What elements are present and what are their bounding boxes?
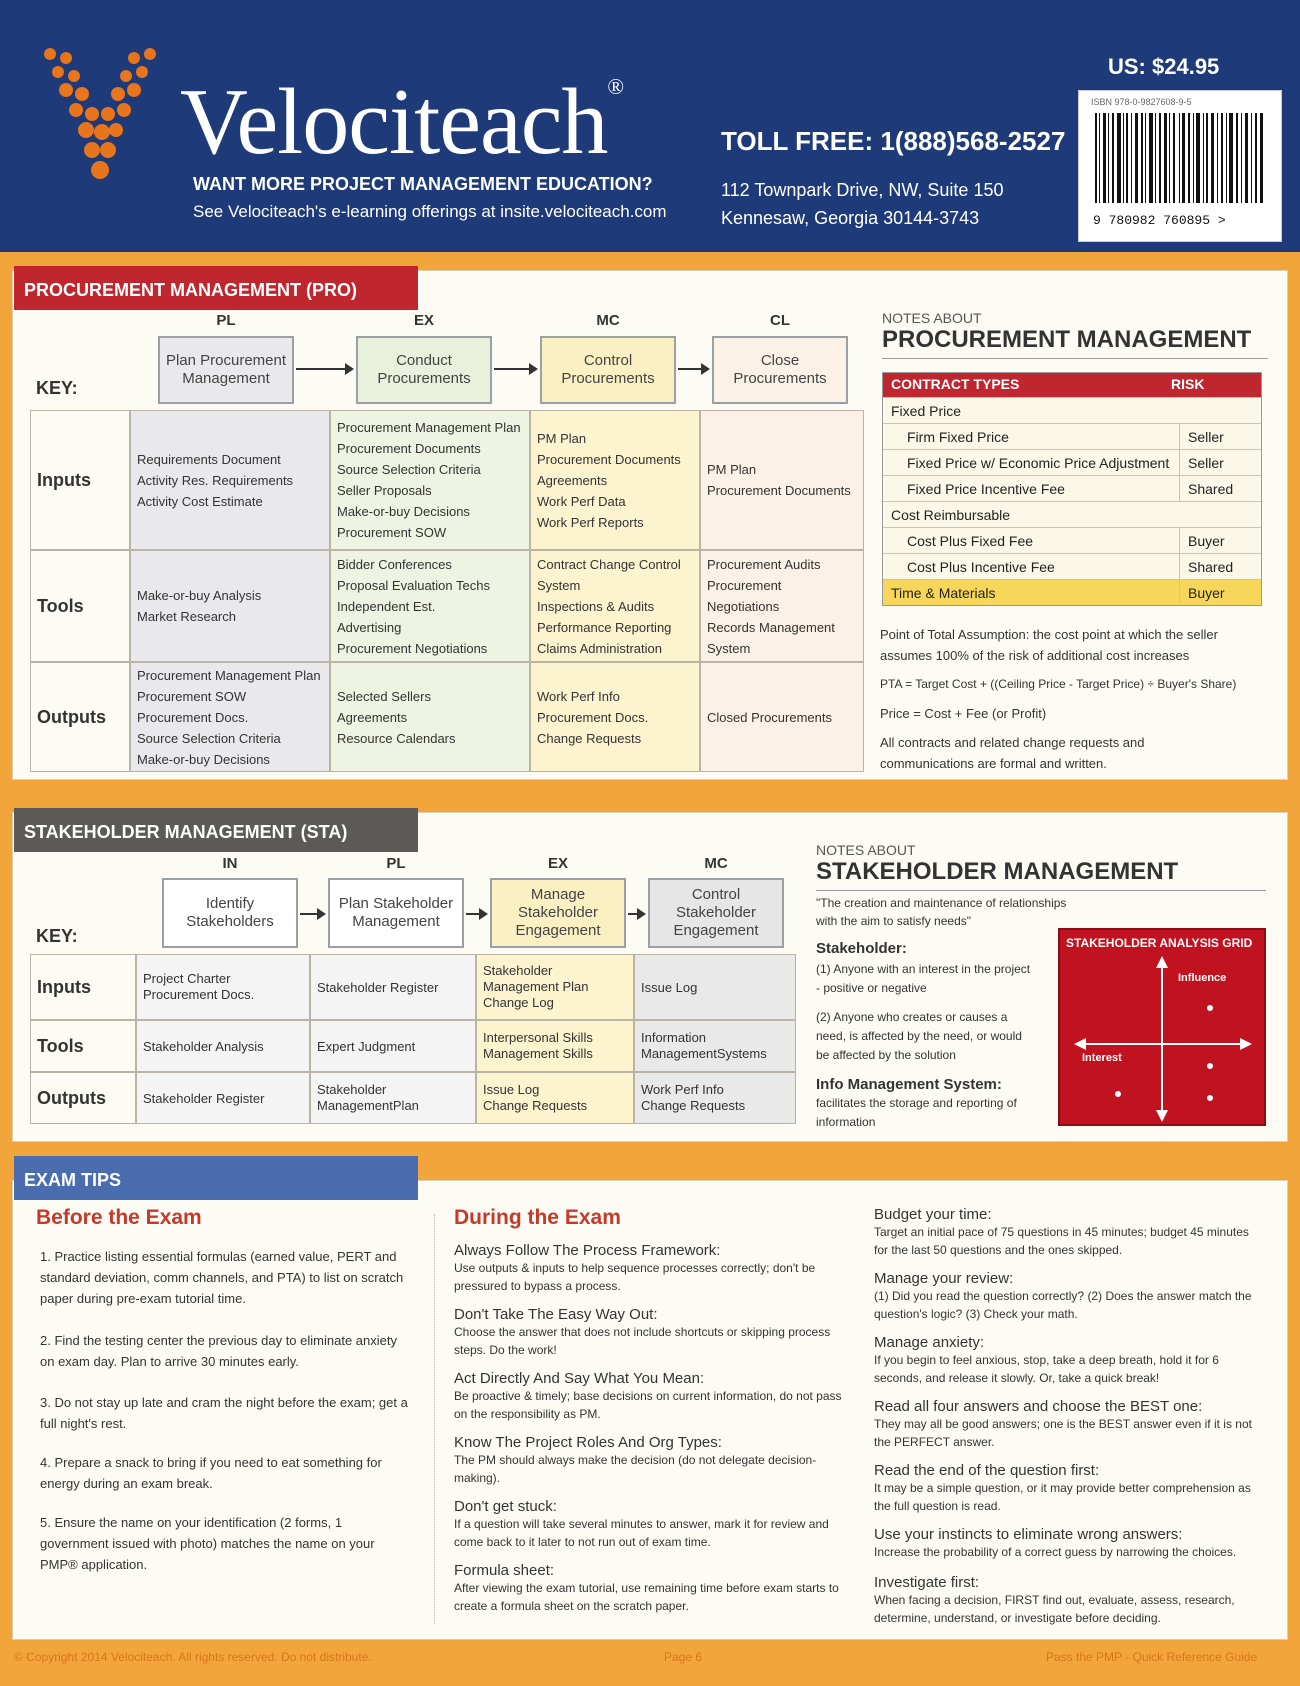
right-tip: Manage anxiety: If you begin to feel anxious, stop, take a deep breath, hold it for 6 seconds, and release it slowly. Or, take a quick break! bbox=[874, 1334, 1219, 1385]
pro-notes-title: PROCUREMENT MANAGEMENT bbox=[882, 326, 1268, 359]
pro-notes-formal: All contracts and related change requests and communications are formal and written. bbox=[880, 735, 1145, 771]
sta-cell: Interpersonal Skills Management Skills bbox=[476, 1020, 634, 1072]
address-line-2: Kennesaw, Georgia 30144-3743 bbox=[721, 208, 980, 228]
right-tip: Read the end of the question first: It may be a simple question, or it may provide better comprehension as the full question is read. bbox=[874, 1462, 1251, 1513]
pro-stage-code: CL bbox=[770, 312, 790, 329]
sta-stage-code: EX bbox=[547, 855, 568, 872]
before-tip: 1. Practice listing essential formulas (earned value, PERT and standard deviation, comm channels, and PTA) to list on scratch paper during pre-exam tutorial time. bbox=[40, 1249, 404, 1306]
pro-cell: Bidder Conferences Proposal Evaluation Techs Independent Est. Advertising Procurement Negotiations bbox=[330, 550, 530, 662]
stakeholder-key-label: KEY: bbox=[36, 926, 78, 946]
contract-row: Fixed Price w/ Economic Price Adjustment Seller bbox=[883, 449, 1261, 475]
control-procurements-box: Control Procurements bbox=[540, 336, 676, 404]
sta-row-outputs: Outputs bbox=[30, 1072, 136, 1124]
velociteach-logo-icon bbox=[40, 44, 160, 184]
flow-arrow-icon bbox=[678, 368, 708, 370]
pro-row-inputs: Inputs bbox=[30, 410, 130, 550]
right-tip: Investigate first: When facing a decision, FIRST find out, evaluate, assess, research, determine, understand, or investigate before deciding. bbox=[874, 1574, 1235, 1625]
plan-stakeholder-box: Plan Stakeholder Management bbox=[328, 878, 464, 948]
sta-cell: Project Charter Procurement Docs. bbox=[136, 954, 310, 1020]
footer-page: Page 6 bbox=[664, 1650, 703, 1664]
contract-row: Cost Plus Incentive Fee Shared bbox=[883, 553, 1261, 579]
pro-notes-price: Price = Cost + Fee (or Profit) bbox=[880, 706, 1047, 721]
sta-cell: Information ManagementSystems bbox=[634, 1020, 796, 1072]
before-tip: 2. Find the testing center the previous day to eliminate anxiety on exam day. Plan to arrive 30 minutes early. bbox=[40, 1333, 397, 1369]
pro-notes-pta: Point of Total Assumption: the cost point at which the seller assumes 100% of the risk of additional cost increases bbox=[880, 627, 1218, 663]
sta-cell: Stakeholder ManagementPlan bbox=[310, 1072, 476, 1124]
contract-types-table bbox=[882, 372, 1262, 606]
ims-label: Info Management System: bbox=[816, 1076, 1002, 1093]
contract-row-highlight: Time & Materials Buyer bbox=[883, 579, 1261, 605]
header-banner bbox=[0, 0, 1300, 252]
pro-cell: PM Plan Procurement Documents Agreements Work Perf Data Work Perf Reports bbox=[530, 410, 700, 550]
sta-cell: Expert Judgment bbox=[310, 1020, 476, 1072]
pro-cell: PM Plan Procurement Documents bbox=[700, 410, 864, 550]
stakeholder-analysis-grid bbox=[1058, 928, 1266, 1126]
stakeholder-label: Stakeholder: bbox=[816, 940, 907, 957]
right-tip: Use your instincts to eliminate wrong answers: Increase the probability of a correct guess by narrowing the choices. bbox=[874, 1526, 1237, 1559]
pro-cell: Requirements Document Activity Res. Requirements Activity Cost Estimate bbox=[130, 410, 330, 550]
right-tip: Budget your time: Target an initial pace of 75 questions in 45 minutes; budget 45 minutes for the last 50 questions and the ones skipped. bbox=[874, 1206, 1249, 1257]
pro-cell: Selected Sellers Agreements Resource Calendars bbox=[330, 662, 530, 772]
plan-procurement-box: Plan Procurement Management bbox=[158, 336, 294, 404]
before-tip: 5. Ensure the name on your identification (2 forms, 1 government issued with photo) matches the name on your PMP® application. bbox=[40, 1515, 375, 1572]
barcode bbox=[1078, 90, 1282, 242]
during-tip: Always Follow The Process Framework: Use outputs & inputs to help sequence processes correctly; don't be pressured to bypass a process. bbox=[454, 1242, 816, 1293]
control-stakeholder-box: Control Stakeholder Engagement bbox=[648, 878, 784, 948]
isbn-text: ISBN 978-0-9827608-9-5 bbox=[1091, 97, 1192, 107]
pro-cell: Procurement Management Plan Procurement Documents Source Selection Criteria Seller Proposals Make-or-buy Decisions Procurement SOW bbox=[330, 410, 530, 550]
pro-cell: Work Perf Info Procurement Docs. Change Requests bbox=[530, 662, 700, 772]
manage-stakeholder-box: Manage Stakeholder Engagement bbox=[490, 878, 626, 948]
sta-cell: Stakeholder Management Plan Change Log bbox=[476, 954, 634, 1020]
toll-free-number: TOLL FREE: 1(888)568-2527 bbox=[721, 126, 1066, 156]
sta-quote: "The creation and maintenance of relationships with the aim to satisfy needs" bbox=[816, 896, 1067, 928]
right-tip: Read all four answers and choose the BEST one: They may all be good answers; one is the BEST answer even if it is not the PERFECT answer. bbox=[874, 1398, 1252, 1449]
flow-arrow-icon bbox=[296, 368, 352, 370]
address bbox=[721, 176, 1003, 232]
sta-row-inputs: Inputs bbox=[30, 954, 136, 1020]
pro-row-tools: Tools bbox=[30, 550, 130, 662]
sta-cell: Stakeholder Register bbox=[136, 1072, 310, 1124]
flow-arrow-icon bbox=[466, 913, 486, 915]
flow-arrow-icon bbox=[300, 913, 324, 915]
sta-cell: Issue Log bbox=[634, 954, 796, 1020]
barcode-bars-icon bbox=[1095, 113, 1265, 203]
ims-def: facilitates the storage and reporting of information bbox=[816, 1096, 1017, 1129]
identify-stakeholders-box: Identify Stakeholders bbox=[162, 878, 298, 948]
sta-notes-title: STAKEHOLDER MANAGEMENT bbox=[816, 858, 1266, 891]
flow-arrow-icon bbox=[494, 368, 536, 370]
grid-axes-icon bbox=[1060, 930, 1268, 1128]
grid-influence-label: Influence bbox=[1178, 972, 1227, 984]
stakeholder-def-2: (2) Anyone who creates or causes a need, is affected by the need, or would be affected by the solution bbox=[816, 1010, 1022, 1062]
sta-stage-code: PL bbox=[386, 855, 406, 872]
grid-title: STAKEHOLDER ANALYSIS GRID bbox=[1066, 936, 1253, 950]
during-exam-title: During the Exam bbox=[454, 1206, 621, 1229]
address-line-1: 112 Townpark Drive, NW, Suite 150 bbox=[721, 180, 1004, 200]
sta-stage-code: MC bbox=[704, 855, 728, 872]
sta-cell: Work Perf Info Change Requests bbox=[634, 1072, 796, 1124]
contract-row: Cost Plus Fixed Fee Buyer bbox=[883, 527, 1261, 553]
pro-cell: Procurement Audits Procurement Negotiations Records Management System bbox=[700, 550, 864, 662]
right-tip: Manage your review: (1) Did you read the question correctly? (2) Does the answer match the question's logic? (3) Check your math. bbox=[874, 1270, 1252, 1321]
brand-name: Velociteach® bbox=[180, 70, 624, 174]
pro-stage-code: EX bbox=[413, 312, 434, 329]
sta-notes-about: NOTES ABOUT bbox=[816, 842, 916, 858]
pro-cell: Closed Procurements bbox=[700, 662, 864, 772]
before-exam-title: Before the Exam bbox=[36, 1206, 202, 1229]
before-tip: 3. Do not stay up late and cram the night before the exam; get a full night's rest. bbox=[40, 1395, 408, 1431]
contract-row: Cost Reimbursable bbox=[883, 501, 1261, 527]
stakeholder-def-1: (1) Anyone with an interest in the project - positive or negative bbox=[816, 962, 1031, 995]
contract-row: Fixed Price bbox=[883, 397, 1261, 423]
pro-cell: Make-or-buy Analysis Market Research bbox=[130, 550, 330, 662]
contract-row: Fixed Price Incentive Fee Shared bbox=[883, 475, 1261, 501]
during-tip: Formula sheet: After viewing the exam tutorial, use remaining time before exam starts to create a formula sheet on the scratch paper. bbox=[454, 1562, 839, 1613]
pro-notes-about: NOTES ABOUT bbox=[882, 310, 982, 326]
pro-stage-code: PL bbox=[216, 312, 236, 329]
procurement-key-label: KEY: bbox=[36, 378, 78, 398]
procurement-section-tab: PROCUREMENT MANAGEMENT (PRO) bbox=[14, 266, 418, 310]
during-tip: Act Directly And Say What You Mean: Be proactive & timely; base decisions on current information, do not pass on the responsibility as PM. bbox=[454, 1370, 842, 1421]
sta-stage-code: IN bbox=[222, 855, 238, 872]
footer-copyright: © Copyright 2014 Velociteach. All rights reserved. Do not distribute. bbox=[14, 1650, 372, 1664]
exam-tips-tab: EXAM TIPS bbox=[14, 1156, 418, 1200]
sta-cell: Stakeholder Analysis bbox=[136, 1020, 310, 1072]
conduct-procurements-box: Conduct Procurements bbox=[356, 336, 492, 404]
pro-cell: Procurement Management Plan Procurement SOW Procurement Docs. Source Selection Criteria Make-or-buy Decisions bbox=[130, 662, 330, 772]
pro-stage-code: MC bbox=[596, 312, 620, 329]
sta-cell: Stakeholder Register bbox=[310, 954, 476, 1020]
during-tip: Don't Take The Easy Way Out: Choose the answer that does not include shortcuts or skipping process steps. Do the work! bbox=[454, 1306, 831, 1357]
flow-arrow-icon bbox=[628, 913, 644, 915]
sta-row-tools: Tools bbox=[30, 1020, 136, 1072]
during-tip: Don't get stuck: If a question will take several minutes to answer, mark it for review and come back to it later to not run out of exam time. bbox=[454, 1498, 829, 1549]
stakeholder-section-tab: STAKEHOLDER MANAGEMENT (STA) bbox=[14, 808, 418, 852]
during-tip: Know The Project Roles And Org Types: The PM should always make the decision (do not delegate decision-making). bbox=[454, 1434, 817, 1485]
before-tip: 4. Prepare a snack to bring if you need to eat something for energy during an exam break. bbox=[40, 1455, 382, 1491]
pro-notes-formula: PTA = Target Cost + ((Ceiling Price - Target Price) ÷ Buyer's Share) bbox=[880, 677, 1237, 691]
close-procurements-box: Close Procurements bbox=[712, 336, 848, 404]
contract-row: Firm Fixed Price Seller bbox=[883, 423, 1261, 449]
barcode-number: 9 780982 760895 > bbox=[1093, 213, 1226, 228]
tips-divider bbox=[434, 1214, 435, 1624]
grid-interest-label: Interest bbox=[1082, 1052, 1122, 1064]
education-heading: WANT MORE PROJECT MANAGEMENT EDUCATION? bbox=[193, 174, 653, 194]
sta-cell: Issue Log Change Requests bbox=[476, 1072, 634, 1124]
footer-guide: Pass the PMP - Quick Reference Guide bbox=[1046, 1650, 1258, 1664]
price-label: US: $24.95 bbox=[1108, 54, 1220, 79]
elearning-link-text: See Velociteach's e-learning offerings at insite.velociteach.com bbox=[193, 202, 667, 221]
pro-row-outputs: Outputs bbox=[30, 662, 130, 772]
contract-types-header: CONTRACT TYPES RISK bbox=[883, 373, 1261, 397]
pro-cell: Contract Change Control System Inspections & Audits Performance Reporting Claims Administration bbox=[530, 550, 700, 662]
